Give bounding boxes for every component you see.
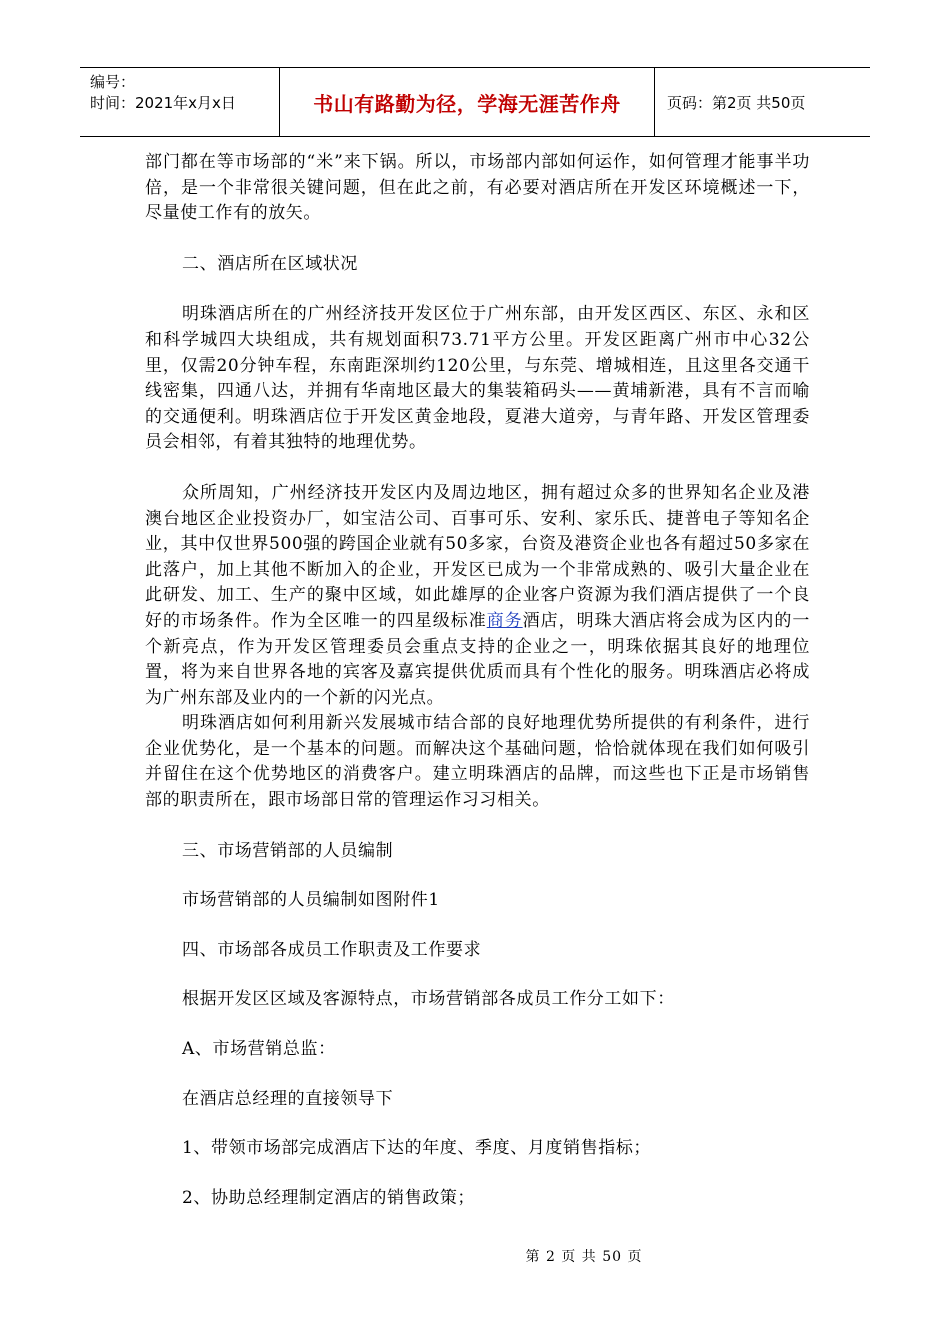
section-heading-2: 二、酒店所在区域状况 [182,253,358,274]
paragraph-4: 明珠酒店如何利用新兴发展城市结合部的良好地理优势所提供的有利条件，进行企业优势化，是一个基本的问题。而解决这个基础问题，恰恰就体现在我们如何吸引并留住在这个优势地区的消费客户。建立明珠酒店的品牌，而这些也下正是市场销售部的职责所在，跟市场部日常的管理运作习习相关。 [145,713,810,811]
duty-item-1: 1、带领市场部完成酒店下达的年度、季度、月度销售指标； [182,1138,652,1159]
director-reporting-line: 在酒店总经理的直接领导下 [182,1088,394,1109]
section-heading-3: 三、市场营销部的人员编制 [182,840,394,861]
document-body [145,150,810,1211]
page-header [80,67,870,137]
header-motto: 书山有路勤为径，学海无涯苦作舟 [280,68,655,136]
business-link[interactable]: 商务 [486,610,523,631]
paragraph-3-part-a: 众所周知，广州经济技开发区内及周边地区，拥有超过众多的世界知名企业及港澳台地区企业投资办厂，如宝洁公司、百事可乐、安利、家乐氏、捷普电子等知名企业，其中仅世界500强的跨国企业就有50多家，台资及港资企业也各有超过50多家在此落户，加上其他不断加入的企业，开发区已成为一个非常成熟的、吸引大量企业在此研发、加工、生产的聚中区域，如此雄厚的企业客户资源为我们酒店提供了一个良好的市场条件。作为全区唯一的四星级标准 [145,482,810,631]
header-meta [80,68,280,136]
header-page-info: 页码：第2页 共50页 [667,93,806,112]
director-heading: A、市场营销总监： [182,1039,336,1060]
section-heading-4: 四、市场部各成员工作职责及工作要求 [182,939,482,960]
page-footer: 第 2 页 共 50 页 [525,1249,643,1265]
paragraph-2: 明珠酒店所在的广州经济技开发区位于广州东部，由开发区西区、东区、永和区和科学城四大块组成，共有规划面积73.71平方公里。开发区距离广州市中心32公里，仅需20分钟车程，东南距深圳约120公里，与东莞、增城相连，且这里各交通干线密集，四通八达，并拥有华南地区最大的集装箱码头——黄埔新港，具有不言而喻的交通便利。明珠酒店位于开发区黄金地段，夏港大道旁，与青年路、开发区管理委员会相邻，有着其独特的地理优势。 [145,304,810,453]
division-intro-line: 根据开发区区域及客源特点，市场营销部各成员工作分工如下： [182,989,675,1010]
paragraph-3 [145,481,810,711]
document-number-label: 编号： [90,73,136,91]
staffing-line: 市场营销部的人员编制如图附件1 [182,890,440,911]
paragraph-3-part-b: 酒店，明珠大酒店将会成为区内的一个新亮点，作为开发区管理委员会重点支持的企业之一，明珠依据其良好的地理位置，将为来自世界各地的宾客及嘉宾提供优质而具有个性化的服务。明珠酒店必将成为广州东部及业内的一个新的闪光点。 [145,610,810,708]
paragraph-1: 部门都在等市场部的“米”来下锅。所以，市场部内部如何运作，如何管理才能事半功倍，是一个非常很关键问题，但在此之前，有必要对酒店所在开发区环境概述一下，尽量使工作有的放矢。 [145,152,810,224]
document-time-label: 时间：2021年x月x日 [90,94,236,112]
duty-item-2: 2、协助总经理制定酒店的销售政策； [182,1187,476,1208]
